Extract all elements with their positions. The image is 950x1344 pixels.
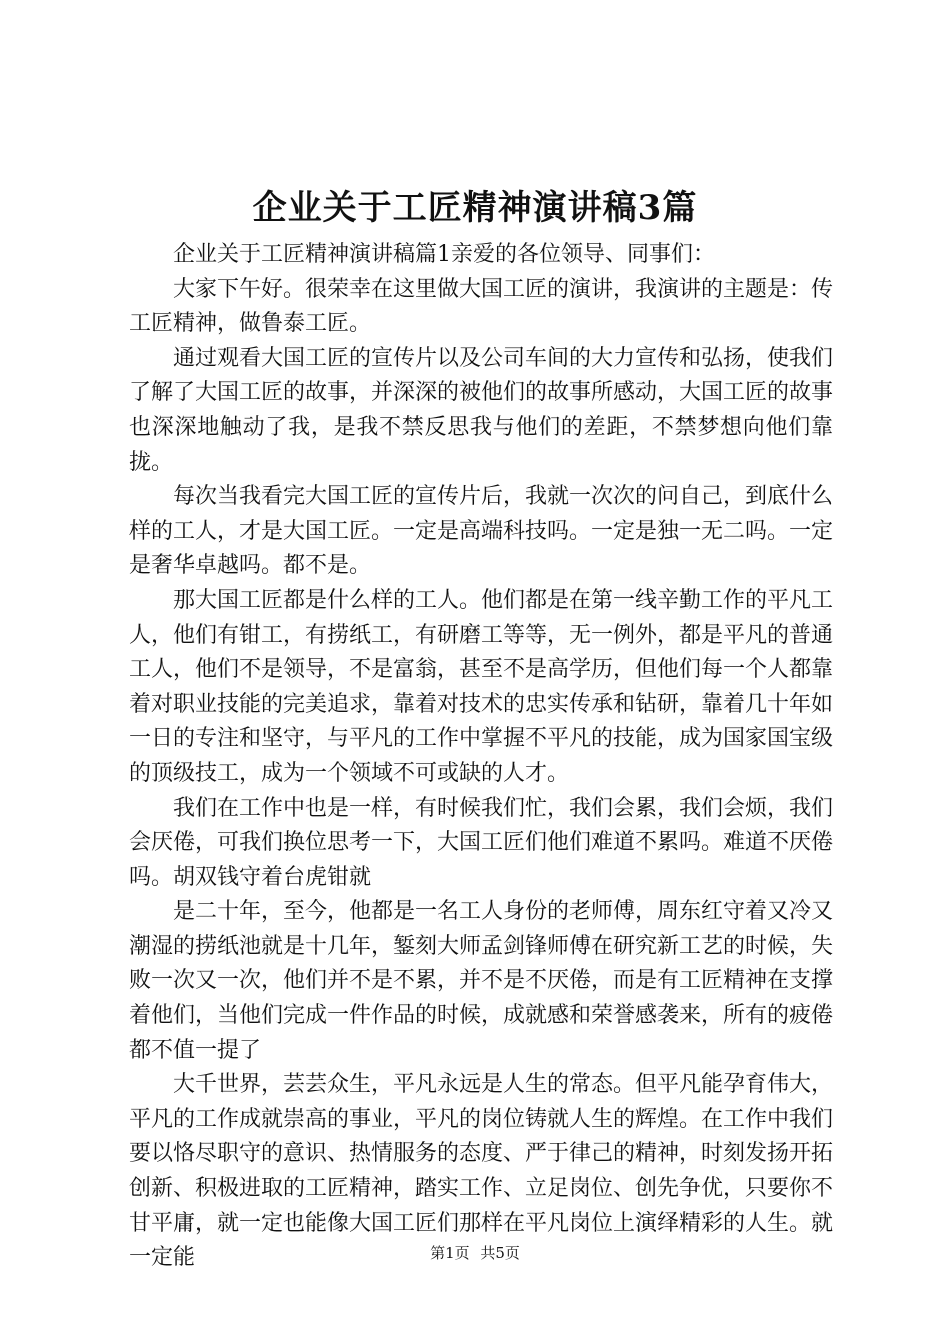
paragraph-8: 大千世界，芸芸众生，平凡永远是人生的常态。但平凡能孕育伟大，平凡的工作成就崇高的事业，平凡的岗位铸就人生的辉煌。在工作中我们要以恪尽职守的意识、热情服务的态度、严于律己的精神，时刻发扬开拓创新、积极进取的工匠精神，踏实工作、立足岗位、创先争优，只要你不甘平庸，就一定也能像大国工匠们那样在平凡岗位上演绎精彩的人生。就一定能: [129, 1072, 834, 1271]
paragraph-6: 我们在工作中也是一样，有时候我们忙，我们会累，我们会烦，我们会厌倦，可我们换位思考一下，大国工匠们他们难道不累吗。难道不厌倦吗。胡双钱守着台虎钳就: [129, 795, 834, 890]
paragraph-1: 企业关于工匠精神演讲稿篇1亲爱的各位领导、同事们：: [173, 242, 715, 267]
document-body: [129, 238, 833, 1276]
document-title: 企业关于工匠精神演讲稿3篇: [252, 188, 698, 228]
paragraph-2: 大家下午好。很荣幸在这里做大国工匠的演讲，我演讲的主题是：传工匠精神，做鲁泰工匠。: [129, 276, 834, 337]
page-number: 第1页: [430, 1244, 470, 1262]
page-footer: [0, 1243, 950, 1263]
page-total: 共5页: [480, 1244, 520, 1262]
paragraph-7: 是二十年，至今，他都是一名工人身份的老师傅，周东红守着又冷又潮湿的捞纸池就是十几年，錾刻大师孟剑锋师傅在研究新工艺的时候，失败一次又一次，他们并不是不累，并不是不厌倦，而是有工匠精神在支撑着他们，当他们完成一件作品的时候，成就感和荣誉感袭来，所有的疲倦都不值一提了: [129, 899, 834, 1063]
paragraph-3: 通过观看大国工匠的宣传片以及公司车间的大力宣传和弘扬，使我们了解了大国工匠的故事，并深深的被他们的故事所感动，大国工匠的故事也深深地触动了我，是我不禁反思我与他们的差距，不禁梦想向他们靠拢。: [129, 345, 834, 475]
paragraph-5: 那大国工匠都是什么样的工人。他们都是在第一线辛勤工作的平凡工人，他们有钳工，有捞纸工，有研磨工等等，无一例外，都是平凡的普通工人，他们不是领导，不是富翁，甚至不是高学历，但他们每一个人都靠着对职业技能的完美追求，靠着对技术的忠实传承和钻研，靠着几十年如一日的专注和坚守，与平凡的工作中掌握不平凡的技能，成为国家国宝级的顶级技工，成为一个领域不可或缺的人才。: [129, 587, 834, 786]
paragraph-4: 每次当我看完大国工匠的宣传片后，我就一次次的问自己，到底什么样的工人，才是大国工匠。一定是高端科技吗。一定是独一无二吗。一定是奢华卓越吗。都不是。: [129, 484, 834, 579]
